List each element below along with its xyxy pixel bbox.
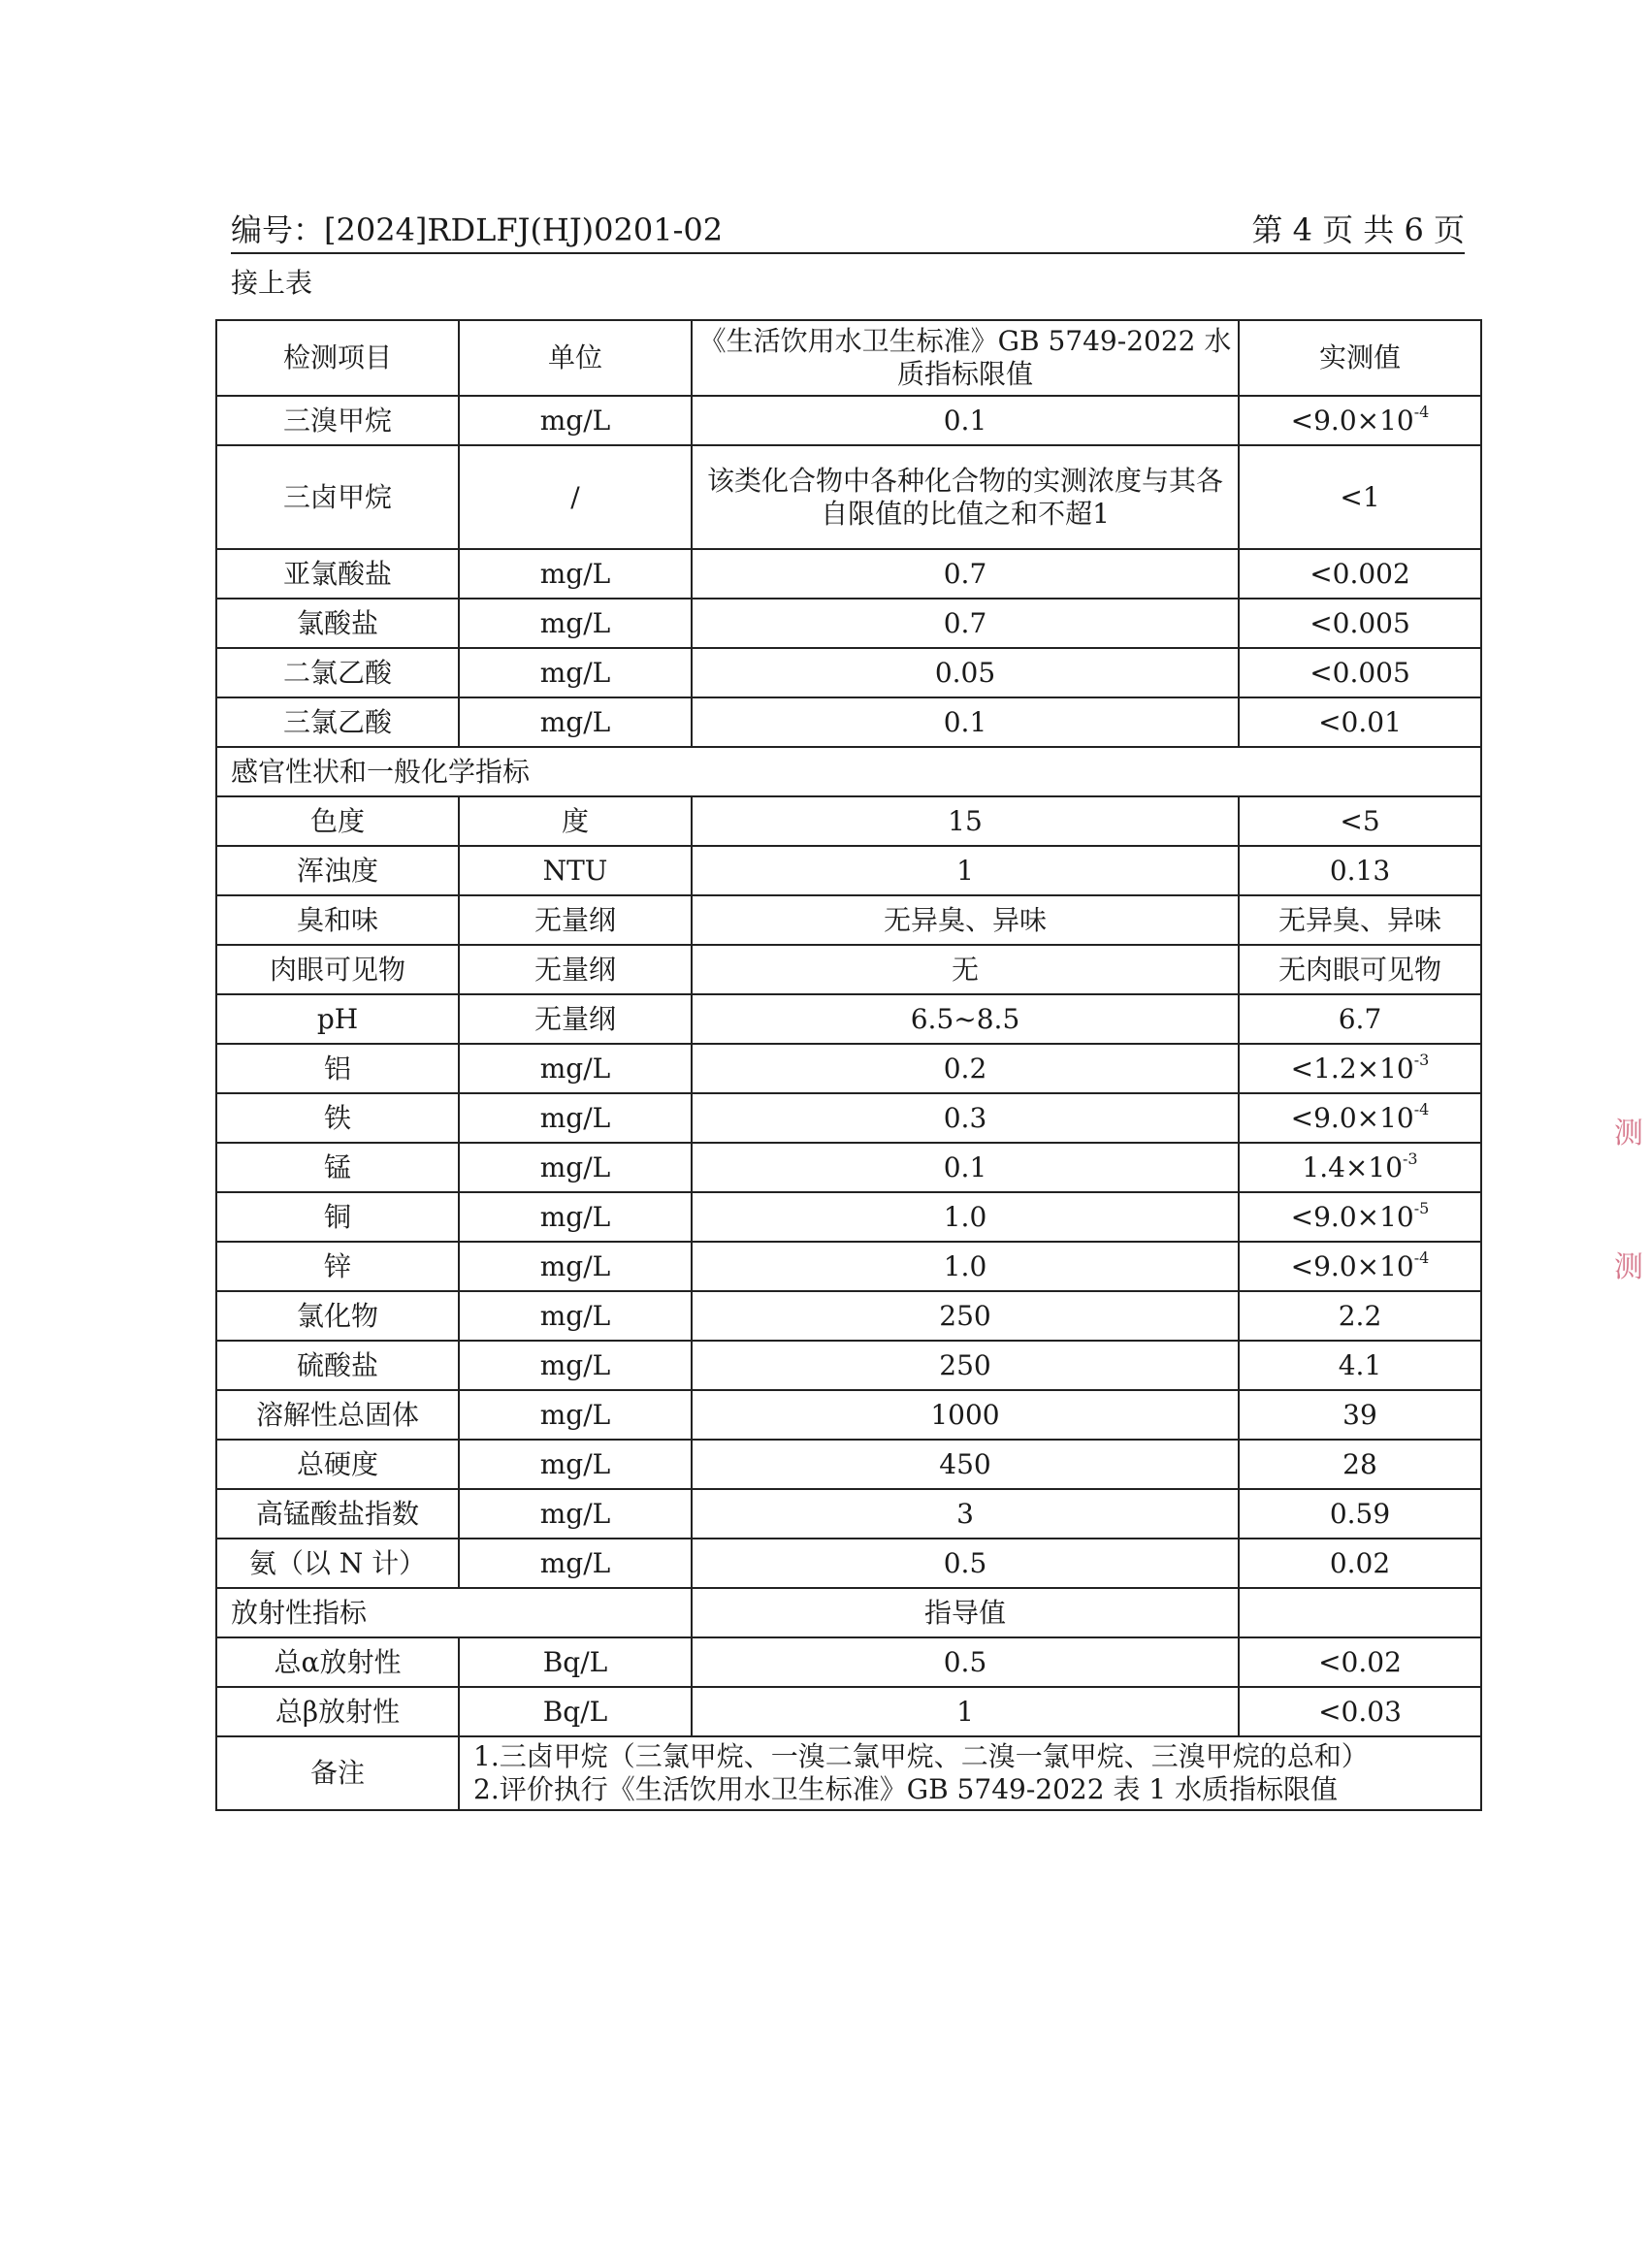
- limit-cell: 0.05: [692, 648, 1239, 697]
- continued-label: 接上表: [231, 267, 313, 299]
- limit-cell: 0.1: [692, 396, 1239, 445]
- unit-cell: 无量纲: [459, 945, 692, 994]
- measured-value-cell: [1239, 445, 1481, 549]
- item-name-cell: pH: [216, 994, 459, 1044]
- unit-cell: mg/L: [459, 1093, 692, 1143]
- limit-cell: 450: [692, 1440, 1239, 1489]
- item-name-cell: 铝: [216, 1044, 459, 1093]
- limit-cell: 0.5: [692, 1637, 1239, 1687]
- limit-cell: 3: [692, 1489, 1239, 1539]
- limit-cell: 无: [692, 945, 1239, 994]
- item-name-cell: 氨（以 N 计）: [216, 1539, 459, 1588]
- measured-value: <1.2×10: [1290, 1052, 1414, 1085]
- table-row: [216, 1093, 1481, 1143]
- table-row: [216, 648, 1481, 697]
- unit-cell: /: [459, 445, 692, 549]
- measured-value-cell: [1239, 1093, 1481, 1143]
- unit-cell: mg/L: [459, 648, 692, 697]
- measured-value-cell: [1239, 945, 1481, 994]
- notes-row: [216, 1736, 1481, 1810]
- table-row: [216, 1637, 1481, 1687]
- measured-value-cell: [1239, 1192, 1481, 1242]
- limit-cell: 1.0: [692, 1242, 1239, 1291]
- measured-value-cell: [1239, 1687, 1481, 1736]
- section-title-cell: 放射性指标: [216, 1588, 692, 1637]
- limit-cell: 6.5~8.5: [692, 994, 1239, 1044]
- limit-cell: 1000: [692, 1390, 1239, 1440]
- item-name-cell: 溶解性总固体: [216, 1390, 459, 1440]
- measured-value: <1: [1340, 480, 1380, 513]
- section-row-sensory: [216, 747, 1481, 796]
- limit-cell: 该类化合物中各种化合物的实测浓度与其各自限值的比值之和不超1: [692, 445, 1239, 549]
- table-row: [216, 1341, 1481, 1390]
- column-header-item: 检测项目: [216, 320, 459, 396]
- item-name-cell: 总β放射性: [216, 1687, 459, 1736]
- measured-value-cell: [1239, 396, 1481, 445]
- document-number: 编号：[2024]RDLFJ(HJ)0201-02: [231, 211, 724, 248]
- unit-cell: mg/L: [459, 1242, 692, 1291]
- item-name-cell: 二氯乙酸: [216, 648, 459, 697]
- measured-value: <9.0×10: [1290, 404, 1414, 437]
- unit-cell: mg/L: [459, 1489, 692, 1539]
- item-name-cell: 三溴甲烷: [216, 396, 459, 445]
- table-row: [216, 396, 1481, 445]
- measured-value: 1.4×10: [1302, 1150, 1404, 1183]
- measured-value: 无肉眼可见物: [1277, 953, 1441, 986]
- empty-cell: [1239, 1588, 1481, 1637]
- measured-value: 2.2: [1338, 1299, 1382, 1332]
- note-line: 2.评价执行《生活饮用水卫生标准》GB 5749-2022 表 1 水质指标限值: [473, 1773, 1339, 1805]
- item-name-cell: 总α放射性: [216, 1637, 459, 1687]
- item-name-cell: 氯化物: [216, 1291, 459, 1341]
- measured-value-cell: [1239, 1390, 1481, 1440]
- measured-value: <0.01: [1318, 705, 1402, 738]
- measured-value-cell: [1239, 1143, 1481, 1192]
- limit-cell: 1: [692, 846, 1239, 895]
- unit-cell: 度: [459, 796, 692, 846]
- item-name-cell: 肉眼可见物: [216, 945, 459, 994]
- measured-value-cell: [1239, 1242, 1481, 1291]
- unit-cell: mg/L: [459, 599, 692, 648]
- unit-cell: NTU: [459, 846, 692, 895]
- limit-cell: 1.0: [692, 1192, 1239, 1242]
- limit-cell: 1: [692, 1687, 1239, 1736]
- measured-value-cell: [1239, 1489, 1481, 1539]
- page-number: 第 4 页 共 6 页: [1251, 211, 1465, 248]
- measured-value-cell: [1239, 599, 1481, 648]
- red-seal-fragment: [1614, 1116, 1641, 1377]
- measured-value: <9.0×10: [1290, 1200, 1414, 1233]
- measured-value-cell: [1239, 1291, 1481, 1341]
- item-name-cell: 亚氯酸盐: [216, 549, 459, 599]
- limit-cell: 15: [692, 796, 1239, 846]
- unit-cell: mg/L: [459, 1341, 692, 1390]
- notes-label-cell: 备注: [216, 1736, 459, 1810]
- seal-char: 测: [1614, 1250, 1643, 1284]
- seal-char: 测: [1614, 1117, 1643, 1150]
- table-row: [216, 1242, 1481, 1291]
- table-row: [216, 1440, 1481, 1489]
- table-row: [216, 1143, 1481, 1192]
- table-row: [216, 599, 1481, 648]
- measured-value-cell: [1239, 1044, 1481, 1093]
- measured-value: 无异臭、异味: [1277, 903, 1441, 936]
- table-row: [216, 1192, 1481, 1242]
- measured-value-cell: [1239, 1637, 1481, 1687]
- measured-value: <0.005: [1310, 656, 1410, 689]
- measured-value: <0.03: [1318, 1695, 1402, 1728]
- item-name-cell: 铁: [216, 1093, 459, 1143]
- table-row: [216, 1489, 1481, 1539]
- limit-cell: 无异臭、异味: [692, 895, 1239, 945]
- limit-cell: 0.1: [692, 1143, 1239, 1192]
- note-line: 1.三卤甲烷（三氯甲烷、一溴二氯甲烷、二溴一氯甲烷、三溴甲烷的总和）: [473, 1740, 1369, 1772]
- measured-value: 6.7: [1338, 1002, 1382, 1035]
- unit-cell: 无量纲: [459, 994, 692, 1044]
- measured-exponent: -4: [1413, 403, 1430, 422]
- item-name-cell: 浑浊度: [216, 846, 459, 895]
- measured-exponent: -5: [1413, 1199, 1430, 1218]
- measured-value-cell: [1239, 895, 1481, 945]
- limit-cell: 0.3: [692, 1093, 1239, 1143]
- item-name-cell: 锌: [216, 1242, 459, 1291]
- measured-value: 0.59: [1329, 1497, 1391, 1530]
- column-header-unit: 单位: [459, 320, 692, 396]
- measured-value-cell: [1239, 1341, 1481, 1390]
- table-row: [216, 1539, 1481, 1588]
- measured-value: 28: [1342, 1447, 1377, 1480]
- limit-cell: 0.2: [692, 1044, 1239, 1093]
- measured-value: 0.13: [1329, 854, 1391, 887]
- table-row: [216, 1044, 1481, 1093]
- unit-cell: mg/L: [459, 697, 692, 747]
- unit-cell: mg/L: [459, 1390, 692, 1440]
- notes-content-cell: [459, 1736, 1481, 1810]
- unit-cell: mg/L: [459, 1192, 692, 1242]
- table-row: [216, 1390, 1481, 1440]
- table-row: [216, 697, 1481, 747]
- report-header: [231, 206, 1465, 254]
- section-row-radiological: [216, 1588, 1481, 1637]
- item-name-cell: 高锰酸盐指数: [216, 1489, 459, 1539]
- table-row: [216, 945, 1481, 994]
- column-header-measured: 实测值: [1239, 320, 1481, 396]
- item-name-cell: 铜: [216, 1192, 459, 1242]
- table-header-row: [216, 320, 1481, 396]
- limit-cell: 0.1: [692, 697, 1239, 747]
- item-name-cell: 色度: [216, 796, 459, 846]
- limit-cell: 250: [692, 1291, 1239, 1341]
- limit-cell: 0.5: [692, 1539, 1239, 1588]
- limit-cell: 0.7: [692, 549, 1239, 599]
- limit-cell: 250: [692, 1341, 1239, 1390]
- item-name-cell: 氯酸盐: [216, 599, 459, 648]
- measured-exponent: -4: [1413, 1100, 1430, 1119]
- measured-value-cell: [1239, 1539, 1481, 1588]
- unit-cell: mg/L: [459, 1143, 692, 1192]
- measured-value: 39: [1342, 1398, 1377, 1431]
- unit-cell: mg/L: [459, 549, 692, 599]
- measured-value-cell: [1239, 549, 1481, 599]
- measured-value: <5: [1340, 804, 1380, 837]
- measured-value-cell: [1239, 846, 1481, 895]
- item-name-cell: 臭和味: [216, 895, 459, 945]
- unit-cell: mg/L: [459, 1044, 692, 1093]
- table-row: [216, 1687, 1481, 1736]
- measured-exponent: -3: [1403, 1150, 1418, 1169]
- item-name-cell: 锰: [216, 1143, 459, 1192]
- measured-value-cell: [1239, 648, 1481, 697]
- item-name-cell: 三氯乙酸: [216, 697, 459, 747]
- measured-value: <0.02: [1318, 1645, 1402, 1678]
- table-row: [216, 895, 1481, 945]
- table-row: [216, 796, 1481, 846]
- limit-cell: 0.7: [692, 599, 1239, 648]
- item-name-cell: 总硬度: [216, 1440, 459, 1489]
- unit-cell: Bq/L: [459, 1687, 692, 1736]
- table-row: [216, 846, 1481, 895]
- unit-cell: mg/L: [459, 1539, 692, 1588]
- measured-value: 4.1: [1338, 1348, 1382, 1381]
- unit-cell: Bq/L: [459, 1637, 692, 1687]
- water-quality-table: [215, 319, 1482, 1811]
- unit-cell: mg/L: [459, 1440, 692, 1489]
- unit-cell: mg/L: [459, 1291, 692, 1341]
- item-name-cell: 三卤甲烷: [216, 445, 459, 549]
- unit-cell: 无量纲: [459, 895, 692, 945]
- unit-cell: mg/L: [459, 396, 692, 445]
- measured-value: <0.002: [1310, 557, 1410, 590]
- measured-value: <0.005: [1310, 606, 1410, 639]
- guide-value-header-cell: 指导值: [692, 1588, 1239, 1637]
- table-row: [216, 994, 1481, 1044]
- measured-exponent: -3: [1413, 1051, 1430, 1070]
- section-title-cell: 感官性状和一般化学指标: [216, 747, 1481, 796]
- measured-value-cell: [1239, 697, 1481, 747]
- table-row: [216, 1291, 1481, 1341]
- measured-value: <9.0×10: [1290, 1249, 1414, 1282]
- table-row: [216, 445, 1481, 549]
- column-header-limit: 《生活饮用水卫生标准》GB 5749-2022 水质指标限值: [692, 320, 1239, 396]
- measured-value-cell: [1239, 994, 1481, 1044]
- table-row: [216, 549, 1481, 599]
- measured-value: 0.02: [1329, 1546, 1391, 1579]
- item-name-cell: 硫酸盐: [216, 1341, 459, 1390]
- measured-value-cell: [1239, 1440, 1481, 1489]
- measured-exponent: -4: [1413, 1248, 1430, 1268]
- measured-value: <9.0×10: [1290, 1101, 1414, 1134]
- measured-value-cell: [1239, 796, 1481, 846]
